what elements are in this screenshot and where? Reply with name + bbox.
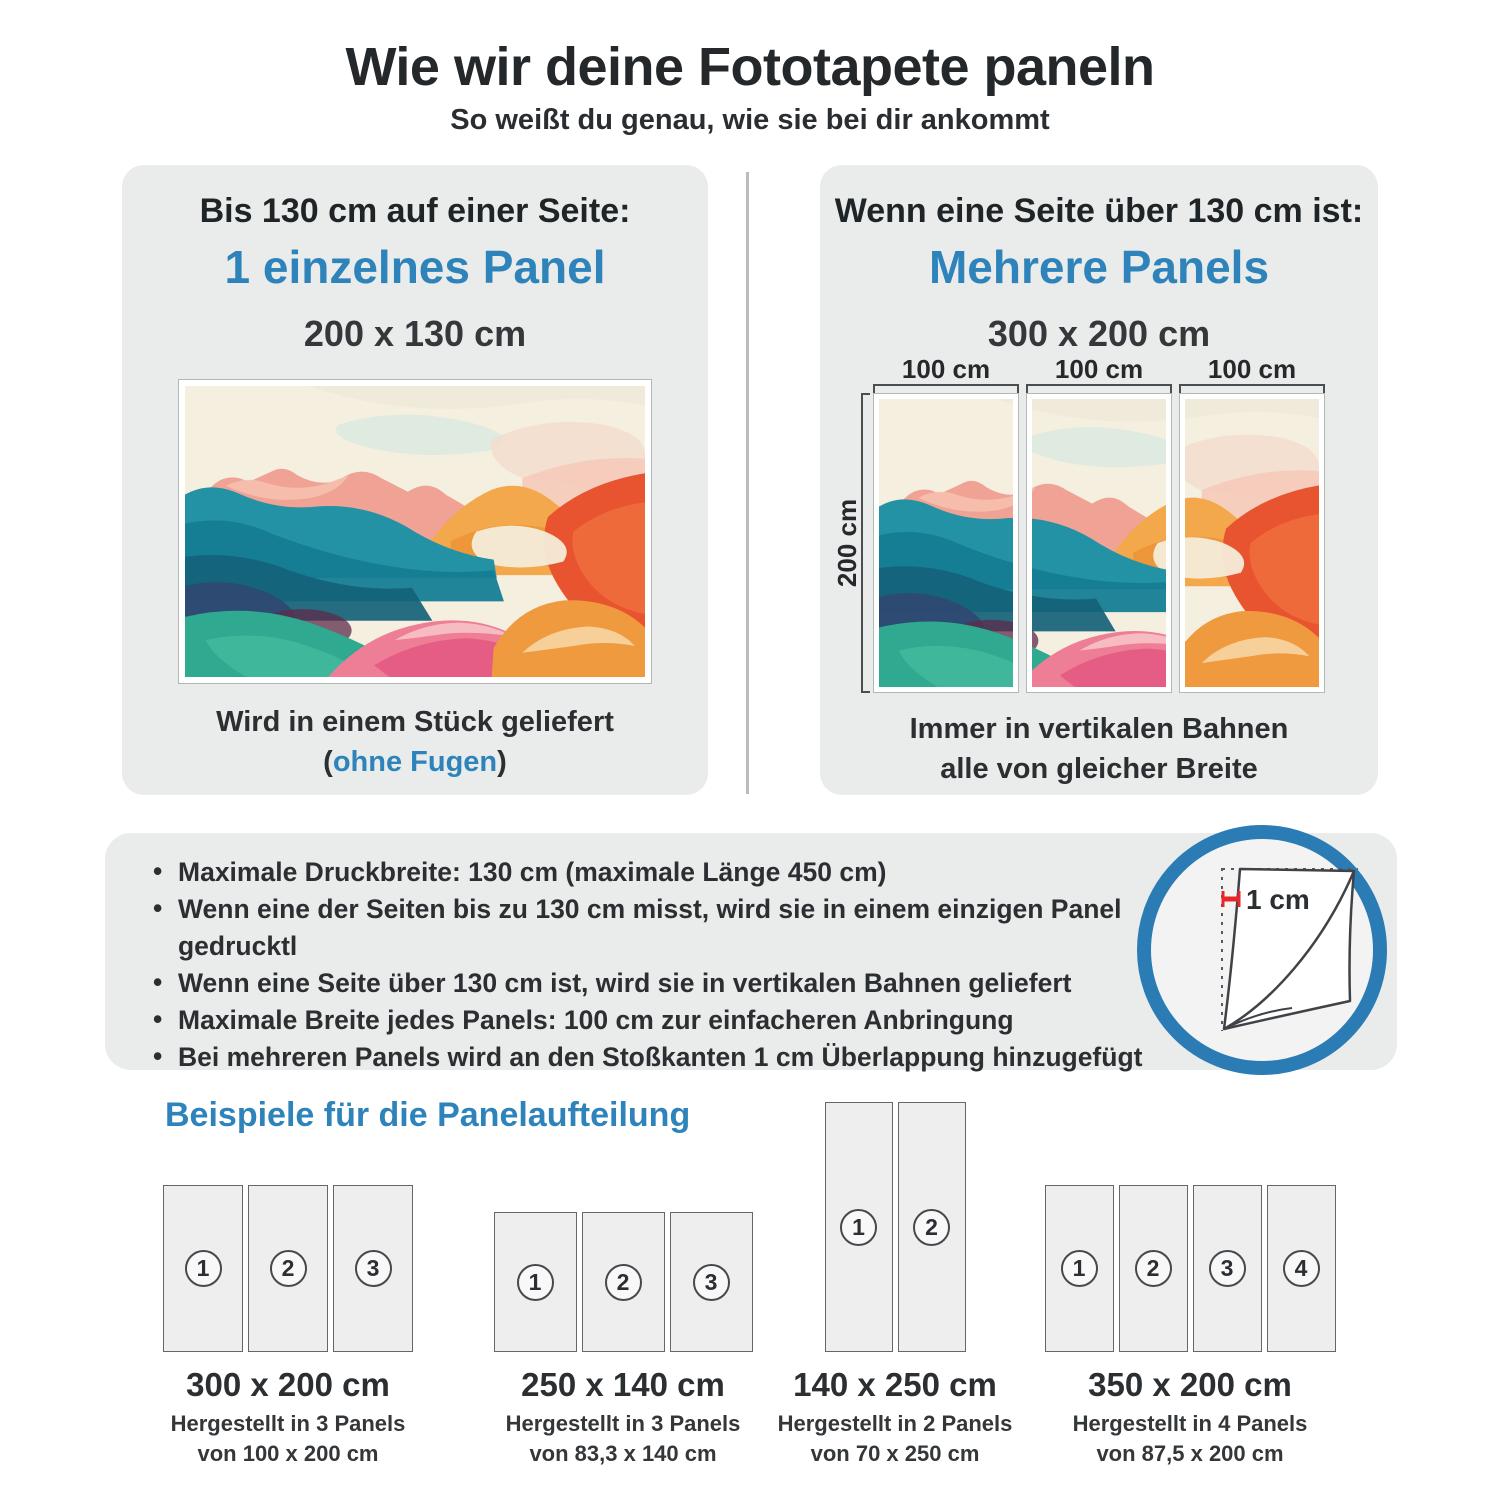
panel-strip-1-view [879, 399, 1013, 687]
vertical-divider [746, 172, 749, 794]
example-description [745, 1409, 1045, 1469]
example-panels [138, 1102, 438, 1352]
single-panel-condition: Bis 130 cm auf einer Seite: [199, 192, 631, 230]
panel-number-badge: 3 [1209, 1250, 1246, 1287]
multi-delivery-line1: Immer in vertikalen Bahnen [909, 713, 1289, 745]
panel-strip-3 [1179, 393, 1325, 693]
example-made-in: Hergestellt in 3 Panels [505, 1411, 741, 1436]
panel-number-badge: 1 [1061, 1250, 1098, 1287]
example-group-350x200 [1040, 1102, 1340, 1469]
multi-panel-size: 300 x 200 cm [987, 313, 1211, 354]
height-dimension-bracket [861, 393, 870, 693]
example-panels [473, 1102, 773, 1352]
example-size: 300 x 200 cm [186, 1366, 390, 1403]
panel-strip-2 [1026, 393, 1172, 693]
single-panel-artwork-frame [178, 379, 652, 684]
width-dimension-brackets [873, 384, 1325, 393]
info-bullet-1: • Maximale Druckbreite: 130 cm (maximale Länge 450 cm) [153, 854, 1165, 891]
wallpaper-artwork [185, 386, 645, 677]
info-bullet-5: • Bei mehreren Panels wird an den Stoßkanten 1 cm Überlappung hinzugefügt [153, 1039, 1165, 1076]
width-label-1: 100 cm [901, 354, 991, 384]
multi-panel-headline: Mehrere Panels [928, 241, 1270, 293]
panel-strip-2-view [1032, 399, 1166, 687]
panel-number-badge: 3 [693, 1264, 730, 1301]
width-label-2: 100 cm [1054, 354, 1144, 384]
panel-number-badge: 1 [517, 1264, 554, 1301]
example-panel [1045, 1185, 1114, 1352]
panel-number-badge: 1 [840, 1209, 877, 1246]
wallpaper-artwork-slice-2 [1032, 399, 1166, 687]
width-label-3: 100 cm [1207, 354, 1297, 384]
multi-delivery-line2: alle von gleicher Breite [940, 753, 1258, 785]
multi-panel-delivery-note [910, 709, 1289, 789]
height-label: 200 cm [832, 498, 862, 588]
example-group-250x140 [473, 1102, 773, 1469]
example-made-in: Hergestellt in 4 Panels [1072, 1411, 1308, 1436]
multi-panel-box [820, 165, 1378, 795]
single-panel-headline: 1 einzelnes Panel [224, 241, 606, 293]
width-bracket-2 [1026, 384, 1172, 393]
panel-width-labels [873, 355, 1325, 383]
example-size: 250 x 140 cm [521, 1366, 725, 1403]
example-panel-size: von 70 x 250 cm [810, 1441, 980, 1466]
delivery-line: Wird in einem Stück geliefert [216, 706, 614, 738]
delivery-highlight: ohne Fugen [332, 746, 498, 778]
single-panel-delivery-note [216, 702, 614, 782]
page-subtitle: So weißt du genau, wie sie bei dir ankommt [450, 104, 1050, 136]
overlap-measure-label: 1 cm [1246, 884, 1310, 915]
panel-number-badge: 4 [1283, 1250, 1320, 1287]
multi-panel-condition: Wenn eine Seite über 130 cm ist: [834, 192, 1364, 230]
panel-strip-1 [873, 393, 1019, 693]
single-panel-size: 200 x 130 cm [303, 313, 527, 354]
example-panel [1267, 1185, 1336, 1352]
panel-strips [873, 393, 1325, 693]
example-panels [1040, 1102, 1340, 1352]
example-panel [582, 1212, 665, 1352]
example-size: 140 x 250 cm [793, 1366, 997, 1403]
paren-open: ( [323, 746, 333, 778]
examples-heading: Beispiele für die Panelaufteilung [165, 1096, 691, 1134]
width-bracket-3 [1179, 384, 1325, 393]
wallpaper-artwork-slice-1 [879, 399, 1013, 687]
info-bullet-2: • Wenn eine der Seiten bis zu 130 cm misst, wird sie in einem einzigen Panel gedrucktl [153, 891, 1165, 965]
example-panel [1119, 1185, 1188, 1352]
example-panel [494, 1212, 577, 1352]
overlap-detail-diagram [1130, 818, 1394, 1082]
panel-number-badge: 2 [605, 1264, 642, 1301]
page-title: Wie wir deine Fototapete paneln [345, 37, 1155, 97]
example-made-in: Hergestellt in 3 Panels [170, 1411, 406, 1436]
example-panel-size: von 87,5 x 200 cm [1096, 1441, 1284, 1466]
example-size: 350 x 200 cm [1088, 1366, 1292, 1403]
wallpaper-preview-image [185, 386, 645, 677]
example-panel [163, 1185, 243, 1352]
wallpaper-artwork-slice-3 [1185, 399, 1319, 687]
panel-number-badge: 3 [355, 1250, 392, 1287]
panel-number-badge: 2 [1135, 1250, 1172, 1287]
info-bullet-3: • Wenn eine Seite über 130 cm ist, wird sie in vertikalen Bahnen geliefert [153, 965, 1165, 1002]
multi-panel-dimension-diagram [832, 354, 1325, 693]
single-panel-box [122, 165, 708, 795]
example-description [138, 1409, 438, 1469]
example-description [473, 1409, 773, 1469]
example-panels [745, 1102, 1045, 1352]
example-made-in: Hergestellt in 2 Panels [777, 1411, 1013, 1436]
example-panel [825, 1102, 893, 1352]
example-panel [333, 1185, 413, 1352]
example-panel [670, 1212, 753, 1352]
panel-number-badge: 2 [270, 1250, 307, 1287]
paren-close: ) [497, 746, 507, 778]
example-panel [248, 1185, 328, 1352]
info-bullet-list [105, 833, 1165, 1076]
info-bullet-4: • Maximale Breite jedes Panels: 100 cm zur einfacheren Anbringung [153, 1002, 1165, 1039]
example-group-140x250 [745, 1102, 1045, 1469]
width-bracket-1 [873, 384, 1019, 393]
example-panel [898, 1102, 966, 1352]
example-panel [1193, 1185, 1262, 1352]
panel-number-badge: 1 [185, 1250, 222, 1287]
panel-number-badge: 2 [913, 1209, 950, 1246]
example-panel-size: von 83,3 x 140 cm [529, 1441, 717, 1466]
panel-strip-3-view [1185, 399, 1319, 687]
example-group-300x200 [138, 1102, 438, 1469]
example-description [1040, 1409, 1340, 1469]
example-panel-size: von 100 x 200 cm [197, 1441, 379, 1466]
